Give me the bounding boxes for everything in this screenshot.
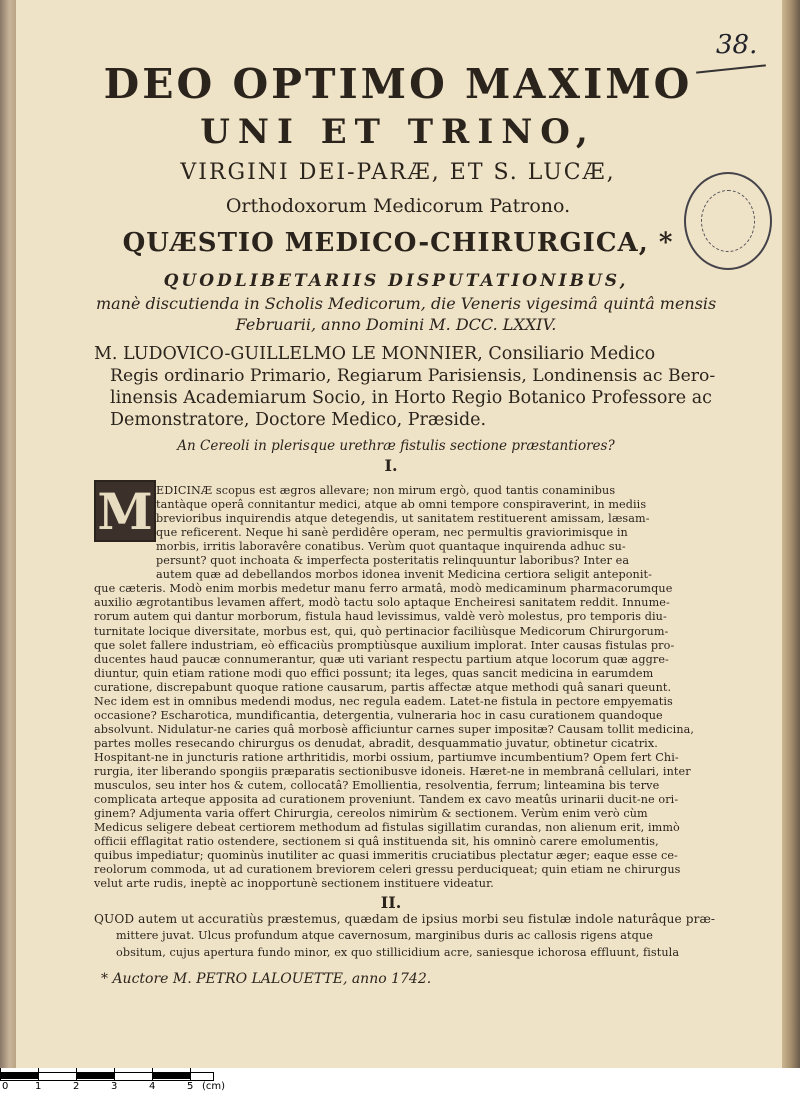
body-line: officii efflagitat ratio ostendere, sectionem si quâ instituenda sit, his omninò carere emolumentis,: [94, 835, 659, 849]
body-line: Nec idem est in omnibus medendi modus, nec regula eadem. Latet-ne fistula in pectore empyematis: [94, 694, 673, 708]
praeses-line-4: Demonstratore, Doctore Medico, Præside.: [110, 410, 487, 430]
body-line: Hospitant-ne in juncturis ratione arthritidis, morbi ossium, partiumve incumbentium? Opem fert Chi-: [94, 750, 679, 764]
body-line: mittere juvat. Ulcus profundum atque cavernosum, marginibus duris ac callosis rigens atque: [116, 929, 653, 942]
title-line-5: QUÆSTIO MEDICO-CHIRURGICA, *: [122, 228, 674, 258]
page-edge: [782, 0, 800, 1068]
body-line: complicata arteque apposita ad curationem proveniunt. Tandem ex cavo meatûs urinarii ducit-ne ori-: [94, 793, 679, 807]
body-line: rurgia, iter liberando spongiis præparatis sectionibusve idoneis. Hæret-ne in membranâ cellulari, inter: [94, 765, 691, 778]
body-line: ginem? Adjumenta varia offert Chirurgia, cereolos nimirùm & sectionem. Verùm enim verò cùm: [94, 807, 648, 821]
subheader-line-1: QUODLIBETARIIS DISPUTATIONIBUS,: [163, 271, 629, 291]
body-line: reolorum commoda, ut ad curationem breviorem celeri gressu perduciqueat; quin etiam ne chirurgus: [94, 863, 681, 877]
ruler-label-0: 0: [2, 1081, 9, 1092]
body-line: curatione, discrepabunt quoque ratione causarum, partis affectæ atque methodi quâ sanari queunt.: [94, 680, 672, 694]
body-line: que reficerent. Neque hi sanè perdidêre operam, nec permultis graviorimisque in: [156, 526, 628, 540]
body-line: QUOD autem ut accuratiùs præstemus, quædam de ipsius morbi seu fistulæ indole naturâque præ-: [94, 912, 716, 926]
body-line: EDICINÆ scopus est ægros allevare; non mirum ergò, quod tantis conaminibus: [156, 484, 616, 497]
question-line: An Cereoli in plerisque urethræ fistulis sectione præstantiores?: [177, 438, 615, 454]
body-line: occasione? Escharotica, mundificantia, detergentia, vulneraria hoc in casu curationem quandoque: [94, 708, 663, 722]
body-line: absolvunt. Nidulatur-ne caries quâ morbosè afficiuntur carnes super impositæ? Causam tollit medicina,: [94, 722, 695, 736]
footnote: * Auctore M. PETRO LALOUETTE, anno 1742.: [101, 971, 432, 987]
body-line: ducentes haud paucæ connumerantur, quæ uti variant respectu partium atque locorum quæ aggre-: [94, 652, 669, 666]
body-line: partes molles resecando chirurgus os denudat, abradit, desquammatio juvatur, obtinetur cicatrix.: [94, 736, 658, 750]
ruler-label-2: 2: [73, 1081, 80, 1092]
body-line: morbis, irritis laboravêre conatibus. Verùm quot quantaque inquirenda adhuc su-: [156, 540, 626, 554]
title-line-3: VIRGINI DEI-PARÆ, ET S. LUCÆ,: [180, 160, 616, 185]
scale-ruler: [0, 1068, 800, 1098]
body-line: obsitum, cujus apertura fundo minor, ex quo stillicidium acre, saniesque ichorosa effluunt, fistula: [116, 946, 680, 959]
praeses-line-1: M. LUDOVICO-GUILLELMO LE MONNIER, Consiliario Medico: [94, 344, 656, 364]
body-line: quibus impediatur; quominùs inutiliter ac quasi immeritis cruciatibus plectatur æger; eaque esse ce-: [94, 849, 678, 863]
body-line: brevioribus inquirendis atque detegendis, ut sanitatem restituerent amissam, læsam-: [156, 512, 650, 526]
praeses-line-3: linensis Academiarum Socio, in Horto Regio Botanico Professore ac: [110, 388, 712, 408]
body-line: musculos, seu inter hos & cutem, collocatâ? Emollientia, resolventia, ferrum; linteamina bis terve: [94, 779, 660, 793]
document-page: [16, 0, 782, 1068]
body-line: rorum autem qui dantur morborum, fistula haud levissimus, valdè verò molestus, pro temporis diu-: [94, 610, 667, 624]
body-line: tantàque operâ connitantur medici, atque ab omni tempore conspiraverint, in mediis: [156, 498, 647, 512]
ruler-label-1: 1: [35, 1081, 42, 1092]
body-line: autem quæ ad debellandos morbos idonea invenit Medicina certiora seligit anteponit-: [156, 568, 653, 582]
section-numeral-2: II.: [380, 893, 402, 912]
body-line: diuntur, quin etiam ratione modi quo effici possunt; ita leges, quas sancit medicina in earumdem: [94, 666, 654, 680]
section-numeral-1: I.: [384, 456, 398, 475]
body-line: que cæteris. Modò enim morbis medetur manu ferro armatâ, modò medicaminum pharmacorumque: [94, 582, 673, 596]
ruler-unit: (cm): [202, 1081, 226, 1092]
body-line: turnitate locique diversitate, morbus est, qui, quò pertinacior faciliùsque Medicorum Chirurgorum-: [94, 624, 669, 638]
book-binding: [0, 0, 16, 1068]
body-line: auxilio ægrotantibus levamen affert, modò tactu solo aptaque Encheiresi sanitatem reddit. Innume-: [94, 596, 670, 610]
ruler-label-4: 4: [149, 1081, 156, 1092]
title-line-1: DEO OPTIMO MAXIMO: [103, 60, 693, 108]
body-line: persunt? quot inchoata & imperfecta posteritatis relinquuntur laboribus? Inter ea: [156, 554, 630, 568]
folio-underline: [696, 64, 766, 73]
title-line-4: Orthodoxorum Medicorum Patrono.: [225, 195, 571, 217]
body-line: velut arte rudis, ineptè ac inopportunè sectionem instituere videatur.: [94, 877, 494, 891]
library-stamp: [684, 172, 772, 270]
dropcap-initial: M: [94, 480, 156, 542]
body-line: que solet fallere industriam, eò efficaciùs promptiùsque auxilium implorat. Inter causas fistulas pro-: [94, 638, 675, 652]
subheader-line-3: Februarii, anno Domini M. DCC. LXXIV.: [235, 315, 557, 334]
folio-number: 38.: [716, 30, 758, 60]
ruler-label-3: 3: [111, 1081, 118, 1092]
subheader-line-2: manè discutienda in Scholis Medicorum, die Veneris vigesimâ quintâ mensis: [96, 294, 717, 313]
ruler-label-5: 5: [187, 1081, 194, 1092]
praeses-line-2: Regis ordinario Primario, Regiarum Parisiensis, Londinensis ac Bero-: [110, 366, 716, 386]
body-line: Medicus seligere debeat certiorem methodum ad fistulas sigillatim curandas, non alienum erit, immò: [94, 821, 680, 835]
title-line-2: UNI ET TRINO,: [200, 112, 596, 152]
